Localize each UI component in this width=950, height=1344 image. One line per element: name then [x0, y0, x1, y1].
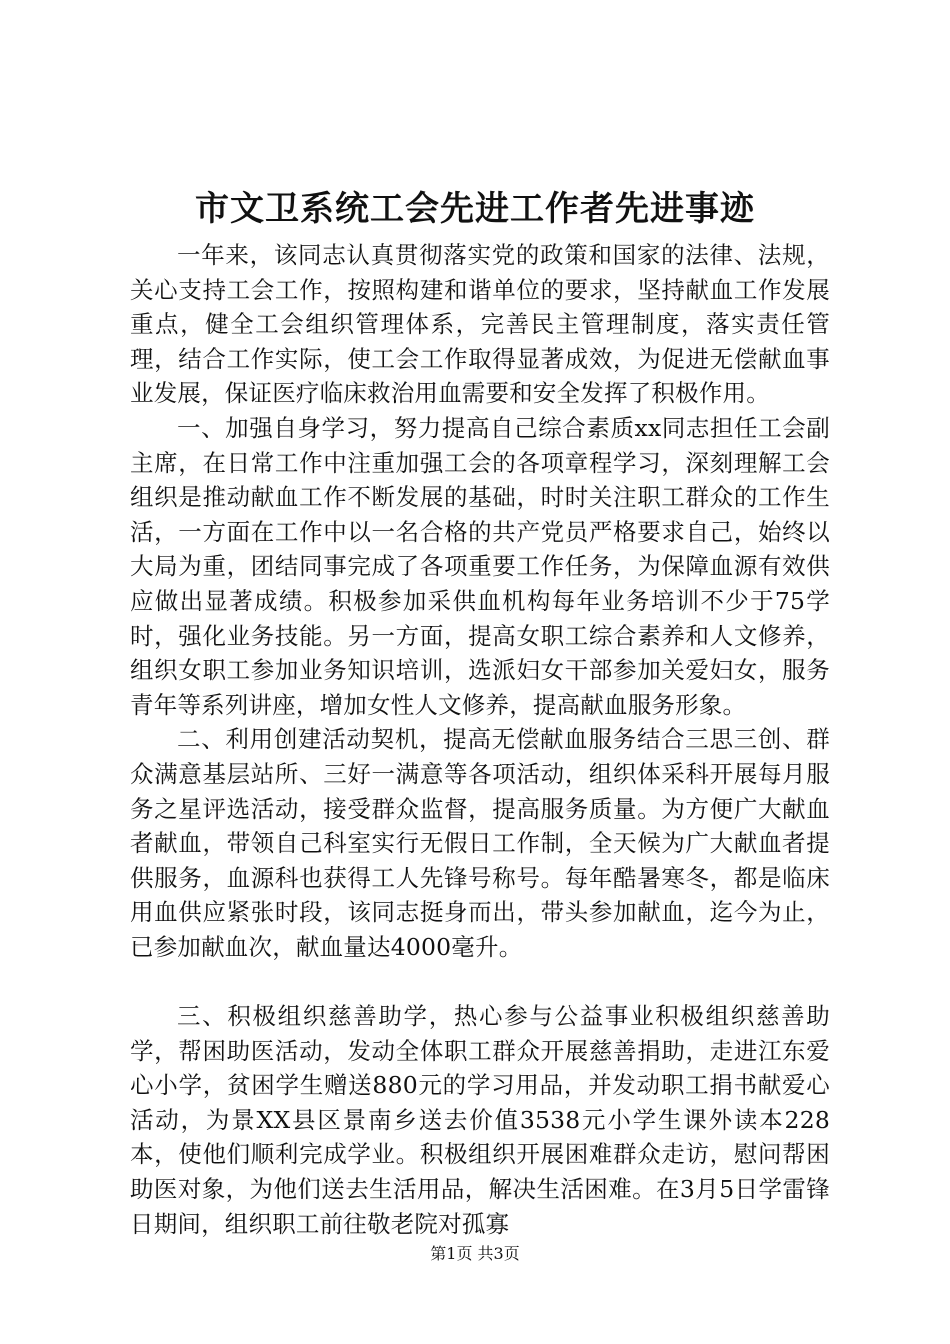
page-number-footer: 第1页 共3页: [430, 1244, 520, 1263]
document-body: [130, 238, 830, 1241]
paragraph-section-3: 三、积极组织慈善助学，热心参与公益事业积极组织慈善助学，帮困助医活动，发动全体职工群众开展慈善捐助，走进江东爱心小学，贫困学生赠送880元的学习用品，并发动职工捐书献爱心活动，为景XX县区景南乡送去价值3538元小学生课外读本228本，使他们顺利完成学业。积极组织开展困难群众走访，慰问帮困助医对象，为他们送去生活用品，解决生活困难。在3月5日学雷锋日期间，组织职工前往敬老院对孤寡: [130, 1002, 830, 1238]
paragraph-section-2: 二、利用创建活动契机，提高无偿献血服务结合三思三创、群众满意基层站所、三好一满意等各项活动，组织体采科开展每月服务之星评选活动，接受群众监督，提高服务质量。为方便广大献血者献血，带领自己科室实行无假日工作制，全天候为广大献血者提供服务，血源科也获得工人先锋号称号。每年酷暑寒冬，都是临床用血供应紧张时段，该同志挺身而出，带头参加献血，迄今为止，已参加献血次，献血量达4000毫升。: [130, 725, 830, 961]
paragraph-section-1: 一、加强自身学习，努力提高自己综合素质xx同志担任工会副主席，在日常工作中注重加强工会的各项章程学习，深刻理解工会组织是推动献血工作不断发展的基础，时时关注职工群众的工作生活，一方面在工作中以一名合格的共产党员严格要求自己，始终以大局为重，团结同事完成了各项重要工作任务，为保障血源有效供应做出显著成绩。积极参加采供血机构每年业务培训不少于75学时，强化业务技能。另一方面，提高女职工综合素养和人文修养，组织女职工参加业务知识培训，选派妇女干部参加关爱妇女，服务青年等系列讲座，增加女性人文修养，提高献血服务形象。: [130, 413, 830, 719]
paragraph-spacer: [130, 964, 830, 999]
paragraph-intro: 一年来，该同志认真贯彻落实党的政策和国家的法律、法规，关心支持工会工作，按照构建和谐单位的要求，坚持献血工作发展重点，健全工会组织管理体系，完善民主管理制度，落实责任管理，结合工作实际，使工会工作取得显著成效，为促进无偿献血事业发展，保证医疗临床救治用血需要和安全发挥了积极作用。: [130, 241, 830, 408]
document-title: 市文卫系统工会先进工作者先进事迹: [195, 189, 755, 229]
